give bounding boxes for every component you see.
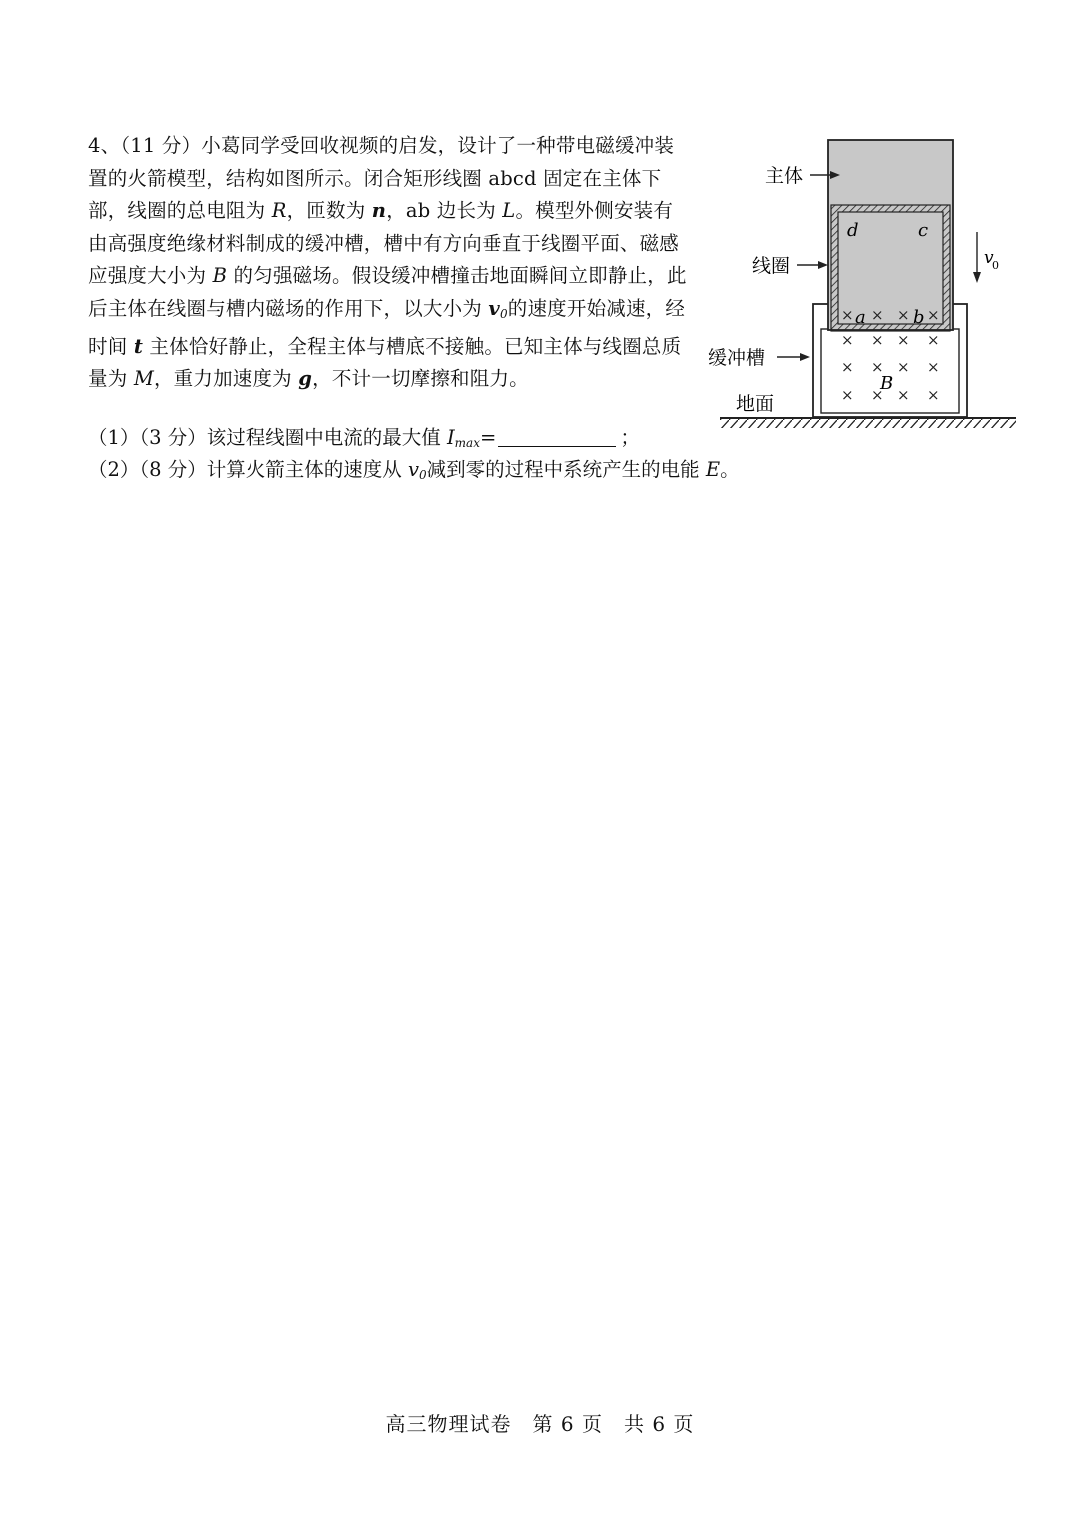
problem-text: ，重力加速度为 xyxy=(153,367,299,391)
label-coil: 线圈 xyxy=(752,255,791,277)
field-cross: × xyxy=(927,358,940,376)
field-cross: × xyxy=(927,331,940,349)
corner-a-label: a xyxy=(855,307,866,328)
question-1-end: ； xyxy=(620,426,640,449)
label-groove: 缓冲槽 xyxy=(708,347,766,369)
field-cross: × xyxy=(927,306,940,324)
corner-c-label: c xyxy=(918,220,929,241)
question-2 xyxy=(88,454,868,491)
label-body: 主体 xyxy=(765,165,804,187)
problem-paragraph xyxy=(88,130,688,396)
ground-hatching xyxy=(720,419,1016,428)
arrow-right-icon xyxy=(797,261,828,269)
var-B: B xyxy=(212,264,228,288)
field-cross: × xyxy=(897,331,910,349)
question-2-text: 减到零的过程中系统产生的电能 xyxy=(426,458,706,481)
rocket-buffer-diagram xyxy=(700,130,1030,430)
corner-b-label: b xyxy=(913,307,925,328)
corner-d-label: d xyxy=(847,220,859,241)
velocity-label-subscript: 0 xyxy=(992,259,999,272)
problem-text: ，不计一切摩擦和阻力。 xyxy=(312,367,529,391)
var-I-subscript: max xyxy=(454,436,480,450)
problem-score: （11 分） xyxy=(120,134,202,157)
problem-text: 。模型外侧安装有由高强度绝缘材料制成的缓冲槽，槽中有方向垂直于线圈平面、磁感应强度大小为 xyxy=(88,199,680,288)
var-E: E xyxy=(705,458,721,481)
field-cross: × xyxy=(897,358,910,376)
problem-text: ，匝数为 xyxy=(286,199,372,223)
answer-blank[interactable] xyxy=(498,426,616,447)
var-n: n xyxy=(371,199,387,223)
field-cross: × xyxy=(841,331,854,349)
field-cross: × xyxy=(841,358,854,376)
problem-text: 的匀强磁场。假设缓冲槽撞击地面瞬间立即静止，此后主体在线圈与槽内磁场的作用下，以大小为 xyxy=(88,264,687,320)
equals-sign: = xyxy=(479,426,497,449)
question-2-text: （2）（8 分）计算火箭主体的速度从 xyxy=(88,458,408,481)
problem-text: 小葛同学受回收视频的启发，设计了一种带电磁缓冲装置的火箭模型，结构如图所示。闭合矩形线圈 abcd 固定在主体下部，线圈的总电阻为 xyxy=(88,134,675,223)
question-1-label: （1）（3 分）该过程线圈中电流的最大值 xyxy=(88,426,447,449)
var-R: R xyxy=(271,199,287,223)
problem-text: ，ab 边长为 xyxy=(386,199,503,223)
field-cross: × xyxy=(871,386,884,404)
field-cross: × xyxy=(897,386,910,404)
var-v0-subscript: 0 xyxy=(499,306,508,321)
field-cross: × xyxy=(841,386,854,404)
field-cross: × xyxy=(927,386,940,404)
var-L: L xyxy=(502,199,516,223)
problem-text: 的速度开始减速，经时间 xyxy=(88,296,686,358)
field-b-label: B xyxy=(880,373,894,394)
field-cross: × xyxy=(897,306,910,324)
velocity-label: v xyxy=(984,248,994,268)
var-v0: v xyxy=(488,296,500,320)
var-t: t xyxy=(133,334,144,358)
var-M: M xyxy=(133,367,154,391)
label-ground: 地面 xyxy=(736,393,775,415)
arrow-right-icon xyxy=(777,353,810,361)
field-cross: × xyxy=(871,331,884,349)
var-I: I xyxy=(446,426,455,449)
var-g: g xyxy=(298,367,313,391)
problem-number: 4、 xyxy=(88,134,121,157)
var-v-subscript: 0 xyxy=(419,468,427,482)
question-2-end: 。 xyxy=(720,458,740,481)
field-cross: × xyxy=(871,306,884,324)
field-cross: × xyxy=(841,306,854,324)
problem-statement xyxy=(88,130,688,396)
page-footer: 高三物理试卷 第 6 页 共 6 页 xyxy=(385,1412,695,1436)
velocity-arrow-icon xyxy=(973,232,981,283)
var-v: v xyxy=(407,458,419,481)
field-cross: × xyxy=(871,358,884,376)
problem-text: 主体恰好静止，全程主体与槽底不接触。已知主体与线圈总质量为 xyxy=(88,334,682,391)
